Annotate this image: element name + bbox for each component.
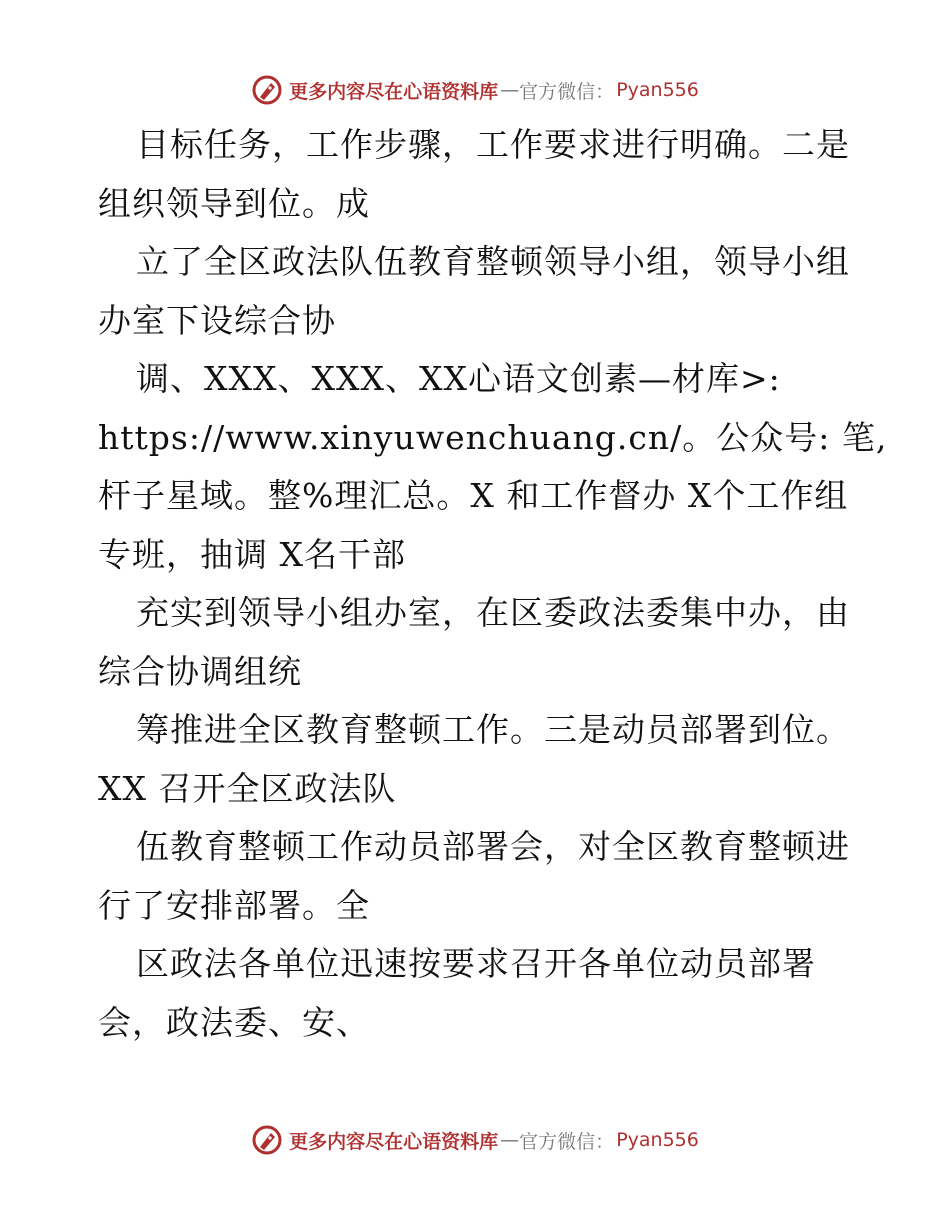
body-line: 组织领导到位。成 [98, 183, 370, 223]
body-line: 办室下设综合协 [98, 300, 336, 340]
body-line: https://www.xinyuwenchuang.cn/。公众号: 笔, [98, 417, 888, 457]
pen-nib-logo-icon [251, 1124, 283, 1156]
pen-nib-logo-icon [251, 74, 283, 106]
body-line: XX 召开全区政法队 [98, 768, 397, 808]
footer-brand-text: 更多内容尽在心语资料库 [289, 1130, 499, 1153]
footer-wechat-label: 官方微信： [519, 1130, 615, 1153]
body-line: 综合协调组统 [98, 651, 302, 691]
body-line: 充实到领导小组办室，在区委政法委集中办，由 [136, 593, 850, 632]
header-wechat-label: 官方微信： [519, 80, 615, 103]
body-line: 调、XXX、XXX、XX心语文创素—材库>: [136, 359, 781, 398]
footer-wechat-id: Pyan556 [616, 1129, 699, 1151]
header-brand-text: 更多内容尽在心语资料库 [289, 80, 499, 103]
body-line: 目标任务，工作步骤，工作要求进行明确。二是 [136, 125, 850, 164]
document-body [98, 116, 888, 1052]
footer-watermark-banner [0, 1120, 950, 1160]
body-line: 区政法各单位迅速按要求召开各单位动员部署 [136, 944, 816, 983]
body-line: 会，政法委、安、 [98, 1002, 370, 1042]
header-wechat-id: Pyan556 [616, 79, 699, 101]
body-line: 杆子星域。整%理汇总。X 和工作督办 X个工作组 [98, 476, 849, 515]
footer-separator: — [500, 1129, 520, 1151]
body-line: 筹推进全区教育整顿工作。三是动员部署到位。 [136, 710, 850, 749]
body-line: 伍教育整顿工作动员部署会，对全区教育整顿进 [136, 827, 850, 866]
body-line: 行了安排部署。全 [98, 885, 370, 925]
header-watermark-banner [0, 70, 950, 110]
header-separator: — [500, 79, 520, 101]
body-line: 立了全区政法队伍教育整顿领导小组，领导小组 [136, 242, 850, 281]
body-line: 专班，抽调 X名干部 [98, 534, 406, 574]
